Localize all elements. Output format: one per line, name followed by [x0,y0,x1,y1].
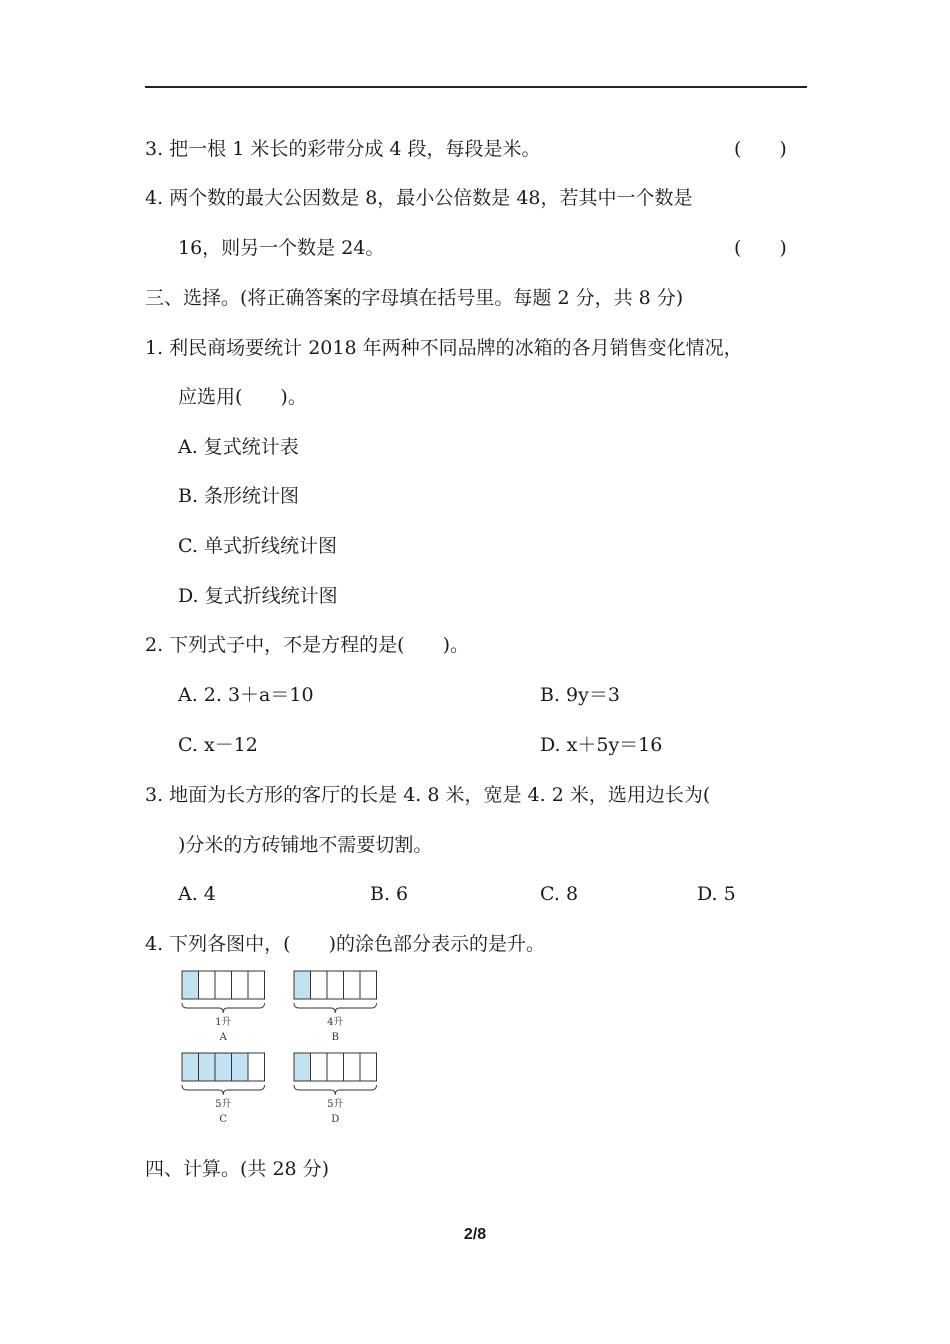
q1-option-b: B. 条形统计图 [178,485,300,507]
figure-c-cell [215,1053,232,1081]
judge-question-3: 3. 把一根 1 米长的彩带分成 4 段，每段是米。 [145,138,541,160]
choice-question-4: 4. 下列各图中，( )的涂色部分表示的是升。 [145,933,545,955]
figure-a-letter: A [219,1032,227,1043]
answer-blank-3: ( ) [734,138,787,160]
measuring-figures [178,968,398,1133]
header-rule [145,86,807,88]
q1-option-c: C. 单式折线统计图 [178,535,337,557]
figure-a-cell [199,971,216,999]
figure-b-cell [311,971,328,999]
figure-d-brace [294,1085,377,1095]
figures-svg [178,968,398,1133]
figure-c-cell [199,1053,216,1081]
q1-option-a: A. 复式统计表 [178,436,299,458]
figure-c-cell [248,1053,265,1081]
figure-d-letter: D [331,1114,340,1125]
figure-a-brace [182,1003,265,1013]
q2-option-d: D. x＋5y＝16 [540,734,663,756]
judge-question-4-line1: 4. 两个数的最大公因数是 8，最小公倍数是 48，若其中一个数是 [145,187,693,209]
q3-option-a: A. 4 [178,883,216,905]
figure-d-cell [327,1053,344,1081]
figure-b-cell [327,971,344,999]
figure-d-cell [294,1053,311,1081]
judge-question-4-line2: 16，则另一个数是 24。 [178,237,385,259]
figure-a-cell [182,971,199,999]
figure-a-cell [232,971,249,999]
page-number: 2/8 [463,1226,487,1243]
figure-a [182,971,265,1043]
q2-option-a: A. 2. 3＋a＝10 [178,684,314,706]
figure-c [182,1053,265,1125]
answer-blank-4: ( ) [734,237,787,259]
figure-c-cell [232,1053,249,1081]
q2-option-c: C. x－12 [178,734,258,756]
figure-b-cell [360,971,377,999]
q3-option-d: D. 5 [697,883,736,905]
figure-d-cell [344,1053,361,1081]
figure-b-brace [294,1003,377,1013]
choice-question-3-line2: )分米的方砖铺地不需要切割。 [178,834,433,856]
figure-b-cell [344,971,361,999]
figure-b-cell [294,971,311,999]
figure-c-caption: 5升 [215,1099,232,1110]
figure-b-caption: 4升 [327,1017,344,1028]
choice-question-2: 2. 下列式子中，不是方程的是( )。 [145,634,469,656]
figure-c-letter: C [219,1114,228,1125]
figure-a-cell [215,971,232,999]
figure-d-caption: 5升 [327,1099,344,1110]
figure-b [294,971,377,1043]
figure-b-letter: B [331,1032,339,1043]
section3-title: 三、选择。(将正确答案的字母填在括号里。每题 2 分，共 8 分) [145,287,684,309]
figure-c-brace [182,1085,265,1095]
figure-a-cell [248,971,265,999]
figure-c-cell [182,1053,199,1081]
choice-question-1-line1: 1. 利民商场要统计 2018 年两种不同品牌的冰箱的各月销售变化情况， [145,337,743,359]
choice-question-1-line2: 应选用( )。 [178,386,307,408]
figure-a-caption: 1升 [215,1017,232,1028]
q1-option-d: D. 复式折线统计图 [178,585,338,607]
figure-d-cell [360,1053,377,1081]
q3-option-c: C. 8 [540,883,579,905]
q3-option-b: B. 6 [370,883,409,905]
choice-question-3-line1: 3. 地面为长方形的客厅的长是 4. 8 米，宽是 4. 2 米，选用边长为( [145,784,711,806]
section4-title: 四、计算。(共 28 分) [145,1158,330,1180]
figure-d-cell [311,1053,328,1081]
q2-option-b: B. 9y＝3 [540,684,620,706]
figure-d [294,1053,377,1125]
